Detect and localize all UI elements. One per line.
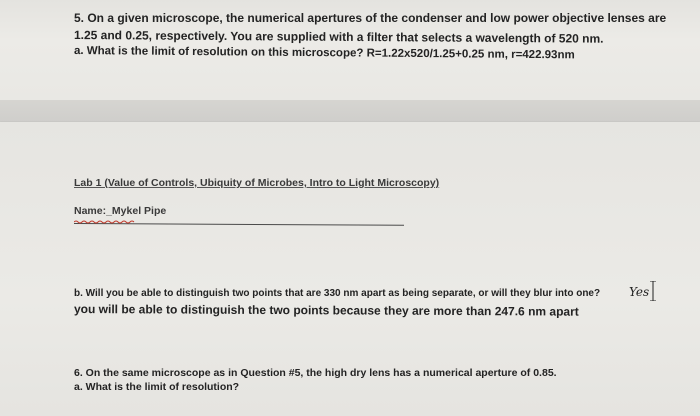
question-5a-answer: a. What is the limit of resolution on this microscope? R=1.22x520/1.25+0.25 nm, r=422.93nm <box>73 45 575 62</box>
question-5-text-line-2: 1.25 and 0.25, respectively. You are supplied with a filter that selects a wavelength of 520 nm. <box>73 28 604 46</box>
text-cursor-icon <box>650 281 656 301</box>
question-5b-answer: you will be able to distinguish the two points because they are more than 247.6 nm apart <box>73 302 579 319</box>
question-5-text-line-1: 5. On a given microscope, the numerical apertures of the condenser and low power objective lenses are <box>74 11 667 25</box>
spellcheck-squiggle <box>74 220 136 224</box>
top-paper-sheet <box>0 0 700 100</box>
question-5b-text: b. Will you be able to distinguish two points that are 330 nm apart as being separate, or will they blur into one? <box>74 288 601 299</box>
lab-title: Lab 1 (Value of Controls, Ubiquity of Microbes, Intro to Light Microscopy) <box>74 177 440 189</box>
question-6a-text: a. What is the limit of resolution? <box>74 381 240 393</box>
paper-fold-gap <box>0 100 700 122</box>
question-6-text: 6. On the same microscope as in Question #5, the high dry lens has a numerical aperture of 0.85. <box>74 367 557 379</box>
student-name: Name:_Mykel Pipe <box>74 205 167 217</box>
answer-mark: Yes <box>629 285 650 299</box>
